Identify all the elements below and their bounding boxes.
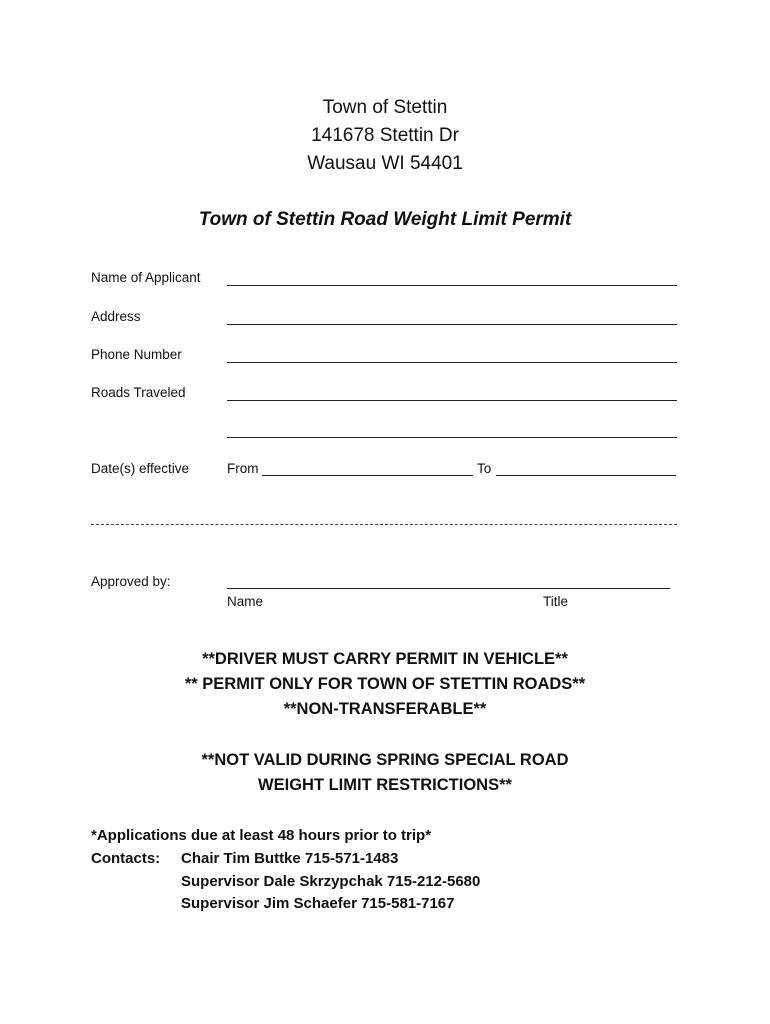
form-title: Town of Stettin Road Weight Limit Permit [198,209,572,230]
phone-field[interactable] [227,362,677,363]
phone-label: Phone Number [91,347,182,362]
town-address: 141678 Stettin Dr [311,125,459,146]
approved-label: Approved by: [91,574,171,589]
to-label: To [477,461,492,476]
contact-supervisor-2: Supervisor Jim Schaefer 715-581-7167 [181,895,455,912]
roads-field-line-2[interactable] [227,437,677,438]
notice-carry-permit: **DRIVER MUST CARRY PERMIT IN VEHICLE** [202,650,568,668]
approval-signature-field[interactable] [227,588,670,589]
name-caption: Name [227,594,264,609]
applications-note: *Applications due at least 48 hours prior to trip* [91,827,432,844]
notice-non-transferable: **NON-TRANSFERABLE** [283,700,487,718]
to-date-field[interactable] [496,475,676,476]
section-divider [91,524,677,525]
title-caption: Title [543,594,569,609]
notice-town-roads: ** PERMIT ONLY FOR TOWN OF STETTIN ROADS** [184,675,586,693]
from-label: From [227,461,259,476]
town-city: Wausau WI 54401 [307,153,463,174]
roads-field-line-1[interactable] [227,400,677,401]
notice-spring-restrictions-1: **NOT VALID DURING SPRING SPECIAL ROAD [201,751,569,769]
notice-spring-restrictions-2: WEIGHT LIMIT RESTRICTIONS** [258,776,512,794]
address-label: Address [91,309,141,324]
contact-supervisor-1: Supervisor Dale Skrzypchak 715-212-5680 [181,873,481,890]
from-date-field[interactable] [262,475,473,476]
applicant-field[interactable] [227,285,677,286]
dates-label: Date(s) effective [91,461,190,476]
contact-chair: Chair Tim Buttke 715-571-1483 [181,850,399,867]
roads-label: Roads Traveled [91,385,186,400]
contacts-label: Contacts: [91,850,161,867]
town-name: Town of Stettin [322,97,448,118]
applicant-label: Name of Applicant [91,270,201,285]
address-field[interactable] [227,324,677,325]
